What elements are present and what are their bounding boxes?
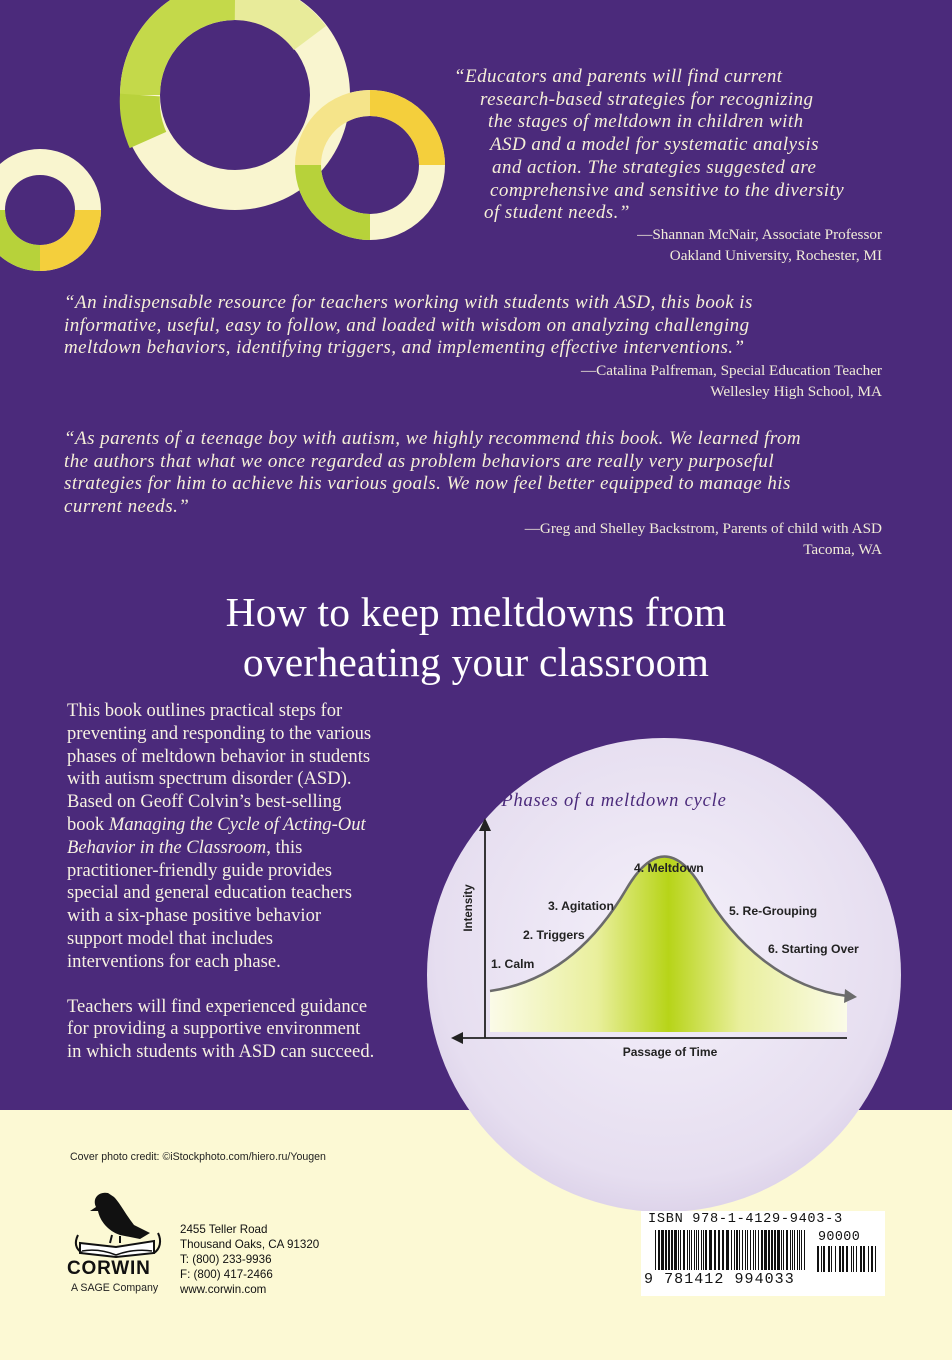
attribution-line: Oakland University, Rochester, MI (669, 246, 882, 264)
barcode-bar (797, 1230, 798, 1270)
barcode-addon-bar (839, 1246, 841, 1272)
barcode-bar (764, 1230, 767, 1270)
barcode-addon-bar (817, 1246, 819, 1272)
phase-label-starting-over: 6. Starting Over (768, 942, 859, 956)
description-line: preventing and responding to the various (67, 722, 372, 744)
meltdown-cycle-diagram (427, 738, 901, 1212)
quote-line: “As parents of a teenage boy with autism, we highly recommend this book. We learned from (64, 428, 802, 449)
description-line: for providing a supportive environment (67, 1018, 361, 1040)
description-line-title (67, 837, 427, 860)
barcode-addon-bar (863, 1246, 865, 1272)
barcode-bar (739, 1230, 740, 1270)
phase-label-triggers: 2. Triggers (523, 928, 585, 942)
headline-line: How to keep meltdowns from (225, 589, 727, 635)
barcode-bar (758, 1230, 759, 1270)
barcode-addon-bar (860, 1246, 862, 1272)
paragraph-gap (67, 974, 427, 996)
barcode-bar (689, 1230, 690, 1270)
y-axis-label: Intensity (463, 884, 475, 932)
quote-line: of student needs.” (484, 202, 630, 224)
book-title-italic: Managing the Cycle of Acting-Out (108, 813, 366, 835)
barcode-bar (701, 1230, 702, 1270)
description-line: Based on Geoff Colvin’s best-selling (67, 791, 342, 813)
barcode-addon-bar (853, 1246, 854, 1272)
barcode-bar (683, 1230, 685, 1270)
barcode-bar (671, 1230, 673, 1270)
small-ring (0, 162, 88, 258)
book-description (67, 700, 427, 1064)
barcode-bar (801, 1230, 802, 1270)
barcode-bar (792, 1230, 793, 1270)
barcode-addon-bar (871, 1246, 873, 1272)
barcode-addon-bar (821, 1246, 822, 1272)
description-text: , this (266, 836, 303, 858)
barcode-bar (747, 1230, 748, 1270)
barcode-bar (698, 1230, 699, 1270)
barcode-bar (774, 1230, 776, 1270)
address-line: 2455 Teller Road (180, 1223, 268, 1236)
barcode-addon-bar (828, 1246, 830, 1272)
phase-label-agitation: 3. Agitation (548, 899, 614, 913)
quote-line: meltdown behaviors, identifying triggers, and implementing effective interventions.” (64, 337, 745, 359)
address-line: T: (800) 233-9936 (180, 1253, 272, 1266)
description-line: phases of meltdown behavior in students (67, 745, 371, 767)
barcode-addon-bar (823, 1246, 825, 1272)
description-text: book (67, 813, 109, 835)
barcode-bar (678, 1230, 679, 1270)
barcode-bar (718, 1230, 720, 1270)
description-line: with a six-phase positive behavior (67, 905, 322, 927)
barcode-bar (794, 1230, 795, 1270)
x-axis-label: Passage of Time (622, 1045, 718, 1059)
barcode-bar (668, 1230, 670, 1270)
attribution-line: Tacoma, WA (803, 540, 882, 558)
barcode-bar (777, 1230, 780, 1270)
barcode-addon-bar (868, 1246, 869, 1272)
publisher-subtitle: A SAGE Company (71, 1282, 159, 1294)
barcode-bar (680, 1230, 681, 1270)
barcode-bar (731, 1230, 732, 1270)
description-line: Teachers will find experienced guidance (67, 995, 368, 1017)
address-line: Thousand Oaks, CA 91320 (180, 1238, 320, 1251)
address-line: www.corwin.com (180, 1283, 267, 1296)
publisher-address (180, 1222, 319, 1297)
description-line-title (67, 814, 427, 837)
quote-line: informative, useful, easy to follow, and loaded with wisdom on analyzing challenging (64, 314, 750, 336)
description-line: special and general education teachers (67, 882, 352, 904)
quote-line: research-based strategies for recognizing (480, 88, 814, 110)
barcode-bar (665, 1230, 667, 1270)
book-title-italic: Behavior in the Classroom (67, 836, 267, 858)
address-line: F: (800) 417-2466 (180, 1268, 273, 1281)
barcode-bar (674, 1230, 677, 1270)
medium-ring (308, 103, 432, 227)
headline-line: overheating your classroom (242, 639, 710, 685)
attribution-line: —Catalina Palfreman, Special Education Teacher (580, 362, 882, 379)
barcode-bar (761, 1230, 763, 1270)
barcode-bar (655, 1230, 656, 1270)
ean-digits: 9 781412 994033 (644, 1271, 795, 1288)
barcode-addon-bar (835, 1246, 836, 1272)
barcode-bar (696, 1230, 697, 1270)
barcode-bar (753, 1230, 754, 1270)
barcode-bar (755, 1230, 756, 1270)
phase-label-regrouping: 5. Re-Grouping (729, 904, 818, 918)
barcode-addon-bar (842, 1246, 844, 1272)
quote-line: strategies for him to achieve his various goals. We now feel better equipped to manage his (64, 473, 791, 495)
barcode-bar (804, 1230, 805, 1270)
barcode-bar (742, 1230, 743, 1270)
isbn-number: ISBN 978-1-4129-9403-3 (648, 1212, 843, 1227)
publisher-name: CORWIN (67, 1258, 151, 1279)
quote-line: the stages of meltdown in children with (488, 111, 804, 133)
barcode-bar (661, 1230, 664, 1270)
barcode-bar (786, 1230, 788, 1270)
quote-line: comprehensive and sensitive to the diversity (490, 179, 845, 201)
attribution-line: Wellesley High School, MA (710, 382, 882, 400)
description-line: interventions for each phase. (67, 950, 281, 972)
quote-line: current needs.” (64, 496, 190, 518)
description-line: support model that includes (67, 927, 274, 949)
attribution-palfreman (581, 361, 882, 402)
quote-line: “Educators and parents will find current (454, 66, 783, 87)
barcode-bar (714, 1230, 716, 1270)
description-line: This book outlines practical steps for (67, 700, 343, 721)
quote-mcnair (454, 66, 844, 225)
barcode-addon-bar (856, 1246, 857, 1272)
barcode-bar (658, 1230, 660, 1270)
barcode-bar (705, 1230, 707, 1270)
quote-line: “An indispensable resource for teachers working with students with ASD, this book is (64, 292, 753, 313)
barcode-bar (768, 1230, 770, 1270)
phase-label-meltdown: 4. Meltdown (634, 861, 704, 875)
barcode-addon-bar (875, 1246, 876, 1272)
headline (0, 587, 952, 687)
barcode-bar (722, 1230, 724, 1270)
barcode-bar (726, 1230, 729, 1270)
description-line: in which students with ASD can succeed. (67, 1041, 375, 1063)
attribution-line: —Shannan McNair, Associate Professor (637, 226, 882, 243)
quote-palfreman (64, 292, 753, 360)
barcode-bar (799, 1230, 800, 1270)
barcode-bar (703, 1230, 704, 1270)
barcode-bar (745, 1230, 746, 1270)
quote-backstrom (64, 428, 801, 519)
barcode-bar (694, 1230, 695, 1270)
barcode-bar (734, 1230, 735, 1270)
attribution-line: —Greg and Shelley Backstrom, Parents of child with ASD (524, 520, 882, 537)
attribution-mcnair (637, 225, 882, 266)
barcode-bar (691, 1230, 692, 1270)
barcode-bar (790, 1230, 791, 1270)
description-line: with autism spectrum disorder (ASD). (67, 768, 352, 790)
quote-line: the authors that what we once regarded as problem behaviors are really very purposeful (64, 450, 775, 472)
barcode-addon-bar (846, 1246, 848, 1272)
description-line: practitioner-friendly guide provides (67, 859, 333, 881)
attribution-backstrom (525, 519, 882, 560)
barcode-bar (687, 1230, 688, 1270)
phase-label-calm: 1. Calm (491, 957, 535, 971)
barcode-bar (736, 1230, 738, 1270)
barcode-bar (771, 1230, 773, 1270)
barcode-bar (783, 1230, 784, 1270)
diagram-title: Phases of a meltdown cycle (501, 791, 727, 811)
price-code: 90000 (818, 1230, 861, 1245)
quote-line: and action. The strategies suggested are (492, 156, 817, 178)
quote-line: ASD and a model for systematic analysis (490, 134, 819, 156)
barcode-bar (781, 1230, 782, 1270)
barcode-bar (750, 1230, 751, 1270)
barcode-addon-bar (831, 1246, 832, 1272)
barcode-bar (709, 1230, 712, 1270)
photo-credit: Cover photo credit: ©iStockphoto.com/hiero.ru/Yougen (70, 1151, 326, 1163)
barcode-addon-bar (851, 1246, 852, 1272)
